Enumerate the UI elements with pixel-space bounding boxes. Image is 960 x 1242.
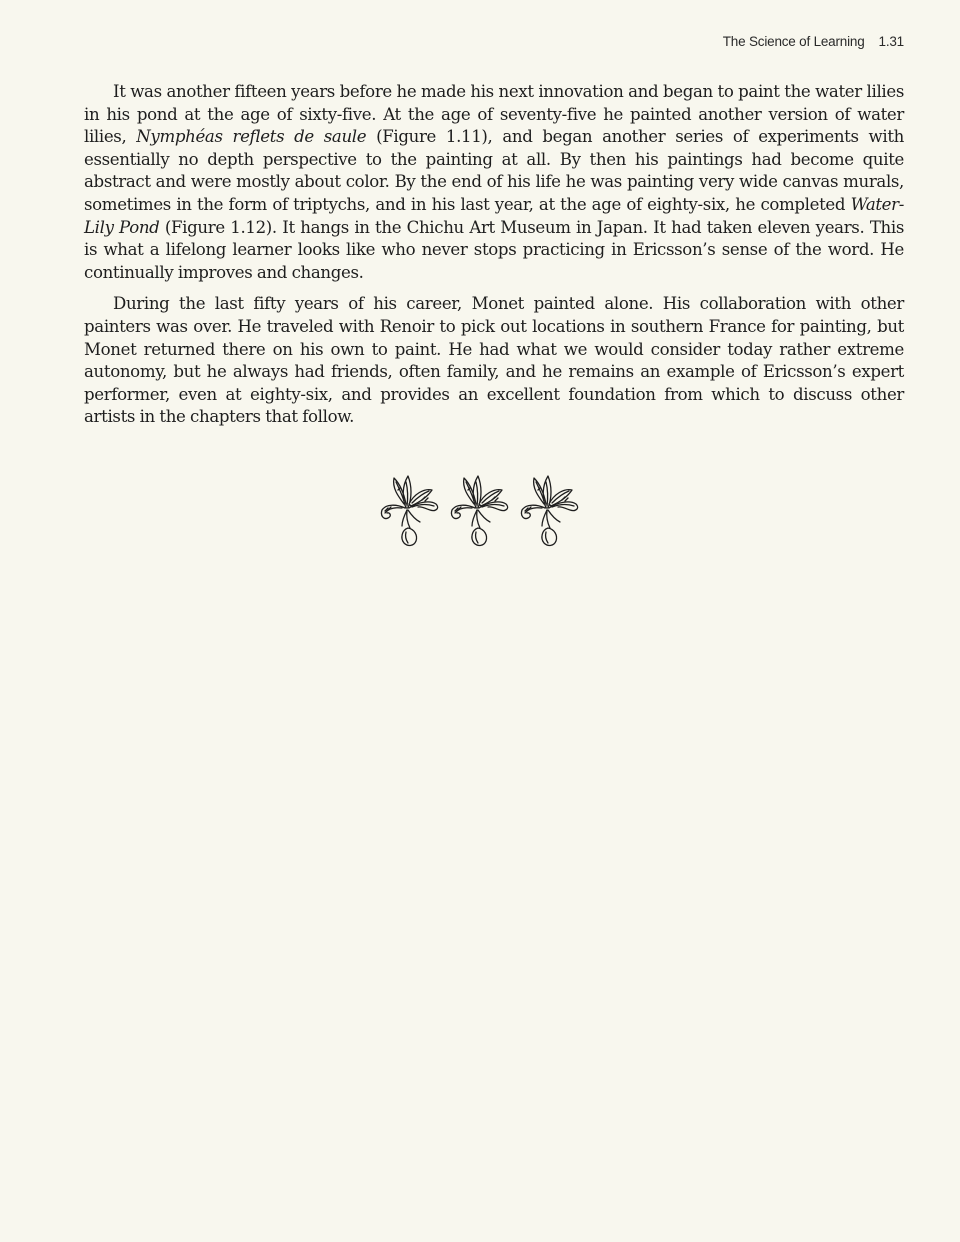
artwork-title-water-lily-pond: Water-Lily Pond: [84, 194, 904, 237]
iris-flower-icon: [381, 476, 437, 545]
artwork-title-nympheas: Nymphéas reflets de saule: [136, 127, 367, 147]
page-number: 1.31: [878, 34, 904, 49]
iris-flower-icon: [521, 476, 577, 545]
running-title: The Science of Learning: [722, 34, 865, 49]
paragraph-1: [84, 81, 904, 284]
paragraph-1-part-2: (Figure 1.11), and began another series of experiments with essentially no depth perspective to the painting at all. By then his paintings had become quite abstract and were mostly about color. By the end of his life he was painting very wide canvas murals, sometimes in the form of triptychs, and in his last year, at the age of eighty-six, he completed: [84, 127, 904, 214]
paragraph-2: During the last fifty years of his career, Monet painted alone. His collaboration with other painters was over. He traveled with Renoir to pick out locations in southern France for painting, but Monet returned there on his own to paint. He had what we would consider today rather extreme autonomy, but he always had friends, often family, and he remains an example of Ericsson’s expert performer, even at eighty-six, and provides an excellent foundation from which to discuss other artists in the chapters that follow.: [84, 294, 904, 427]
body-text: [84, 81, 904, 438]
section-break-ornament: [378, 470, 586, 550]
running-head: [723, 34, 904, 49]
paragraph-1-part-3: (Figure 1.12). It hangs in the Chichu Art Museum in Japan. It had taken eleven years. This is what a lifelong learner looks like who never stops practicing in Ericsson’s sense of the word. He continually improves and changes.: [84, 217, 905, 282]
iris-flower-icon: [451, 476, 507, 545]
paragraph-1-part-1: It was another fifteen years before he made his next innovation and began to paint the water lilies in his pond at the age of sixty-five. At the age of seventy-five he painted another version of water lilies,: [84, 82, 904, 147]
